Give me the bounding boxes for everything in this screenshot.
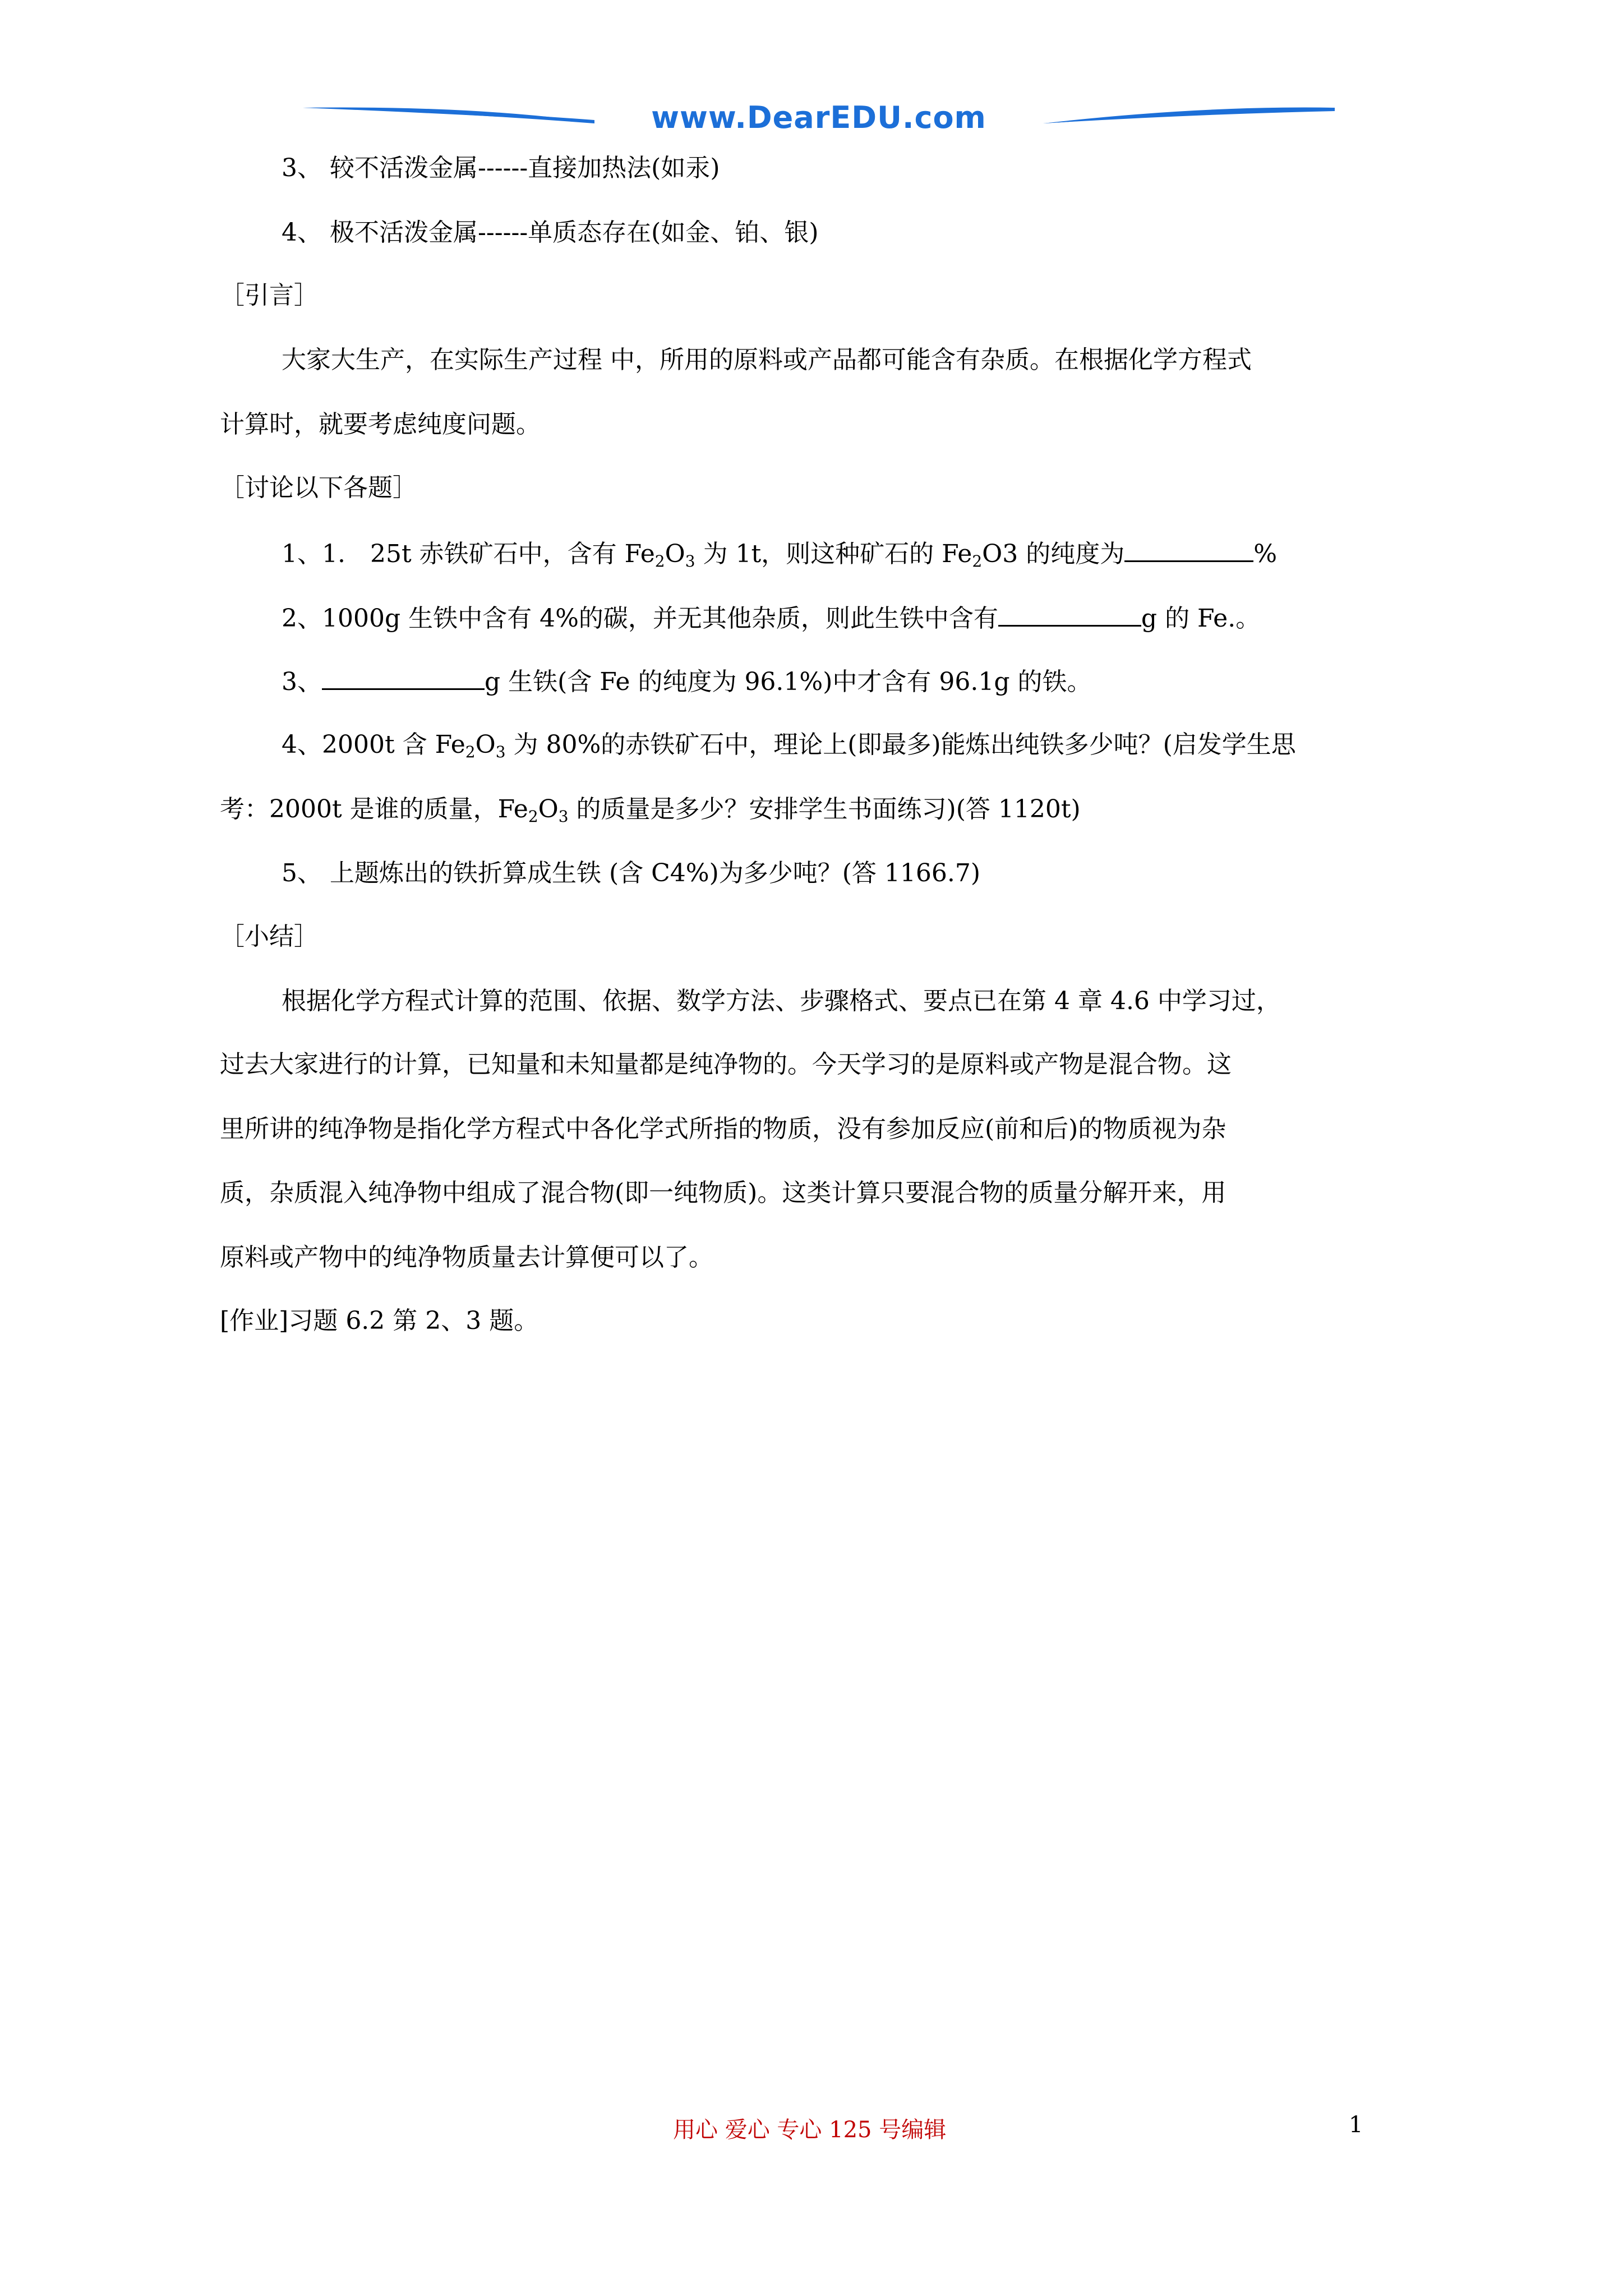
question-1 bbox=[282, 536, 1277, 571]
q4-text-d: 考：2000t 是谁的质量，Fe bbox=[220, 795, 528, 823]
summary-heading: ［小结］ bbox=[220, 922, 319, 951]
question-5: 5、 上题炼出的铁折算成生铁 (含 C4%)为多少吨？(答 1166.7) bbox=[282, 859, 981, 887]
q1-text-c: 为 1t，则这种矿石的 Fe bbox=[695, 540, 972, 568]
summary-line-2: 过去大家进行的计算，已知量和未知量都是纯净物的。今天学习的是原料或产物是混合物。这 bbox=[220, 1050, 1232, 1079]
q4-text-c: 为 80%的赤铁矿石中，理论上(即最多)能炼出纯铁多少吨？(启发学生思 bbox=[505, 730, 1296, 759]
question-4-line-1 bbox=[282, 728, 1296, 762]
q4-text-b: O bbox=[475, 730, 496, 759]
q2-answer-blank[interactable] bbox=[998, 600, 1141, 627]
page-number: 1 bbox=[1349, 2112, 1363, 2138]
q1-subscript: 2 bbox=[972, 552, 983, 570]
q4-subscript: 2 bbox=[528, 807, 538, 826]
q1-subscript: 2 bbox=[654, 552, 665, 570]
q1-text-e: % bbox=[1253, 540, 1278, 568]
item-3: 3、 较不活泼金属------直接加热法(如汞) bbox=[282, 154, 720, 182]
q4-subscript: 3 bbox=[495, 743, 506, 761]
q2-text-a: 2、1000g 生铁中含有 4%的碳，并无其他杂质，则此生铁中含有 bbox=[282, 604, 998, 633]
q4-text-a: 4、2000t 含 Fe bbox=[282, 730, 465, 759]
q1-text-b: O bbox=[665, 540, 685, 568]
homework-line: [作业]习题 6.2 第 2、3 题。 bbox=[220, 1306, 539, 1335]
footer-text: 用心 爱心 专心 125 号编辑 bbox=[673, 2117, 947, 2143]
intro-line-2: 计算时，就要考虑纯度问题。 bbox=[220, 410, 541, 439]
discuss-heading: ［讨论以下各题］ bbox=[220, 473, 417, 502]
item-4: 4、 极不活泼金属------单质态存在(如金、铂、银) bbox=[282, 218, 819, 247]
q1-text-a: 1、1. 25t 赤铁矿石中，含有 Fe bbox=[282, 540, 655, 568]
q1-answer-blank[interactable] bbox=[1124, 536, 1253, 562]
q2-text-b: g 的 Fe.。 bbox=[1141, 604, 1261, 633]
question-2 bbox=[282, 600, 1260, 636]
q1-subscript: 3 bbox=[685, 552, 695, 570]
site-url[interactable]: www.DearEDU.com bbox=[651, 100, 986, 135]
question-4-line-2 bbox=[220, 793, 1081, 826]
q4-subscript: 3 bbox=[558, 807, 569, 826]
intro-line-1: 大家大生产，在实际生产过程 中，所用的原料或产品都可能含有杂质。在根据化学方程式 bbox=[282, 346, 1252, 374]
summary-line-4: 质，杂质混入纯净物中组成了混合物(即一纯物质)。这类计算只要混合物的质量分解开来，用 bbox=[220, 1179, 1227, 1207]
summary-line-1: 根据化学方程式计算的范围、依据、数学方法、步骤格式、要点已在第 4 章 4.6 中学习过， bbox=[282, 987, 1281, 1015]
q4-text-f: 的质量是多少？安排学生书面练习)(答 1120t) bbox=[568, 795, 1081, 823]
summary-line-5: 原料或产物中的纯净物质量去计算便可以了。 bbox=[220, 1243, 713, 1272]
summary-line-3: 里所讲的纯净物是指化学方程式中各化学式所指的物质，没有参加反应(前和后)的物质视为杂 bbox=[220, 1115, 1227, 1143]
intro-heading: ［引言］ bbox=[220, 281, 319, 310]
q4-subscript: 2 bbox=[465, 743, 476, 761]
q3-answer-blank[interactable] bbox=[322, 664, 485, 690]
q1-text-d: O3 的纯度为 bbox=[982, 540, 1125, 568]
q3-text-b: g 生铁(含 Fe 的纯度为 96.1%)中才含有 96.1g 的铁。 bbox=[485, 668, 1092, 696]
q3-text-a: 3、 bbox=[282, 668, 322, 696]
question-3 bbox=[282, 664, 1092, 699]
header-banner bbox=[303, 95, 1335, 146]
q4-text-e: O bbox=[538, 795, 559, 823]
